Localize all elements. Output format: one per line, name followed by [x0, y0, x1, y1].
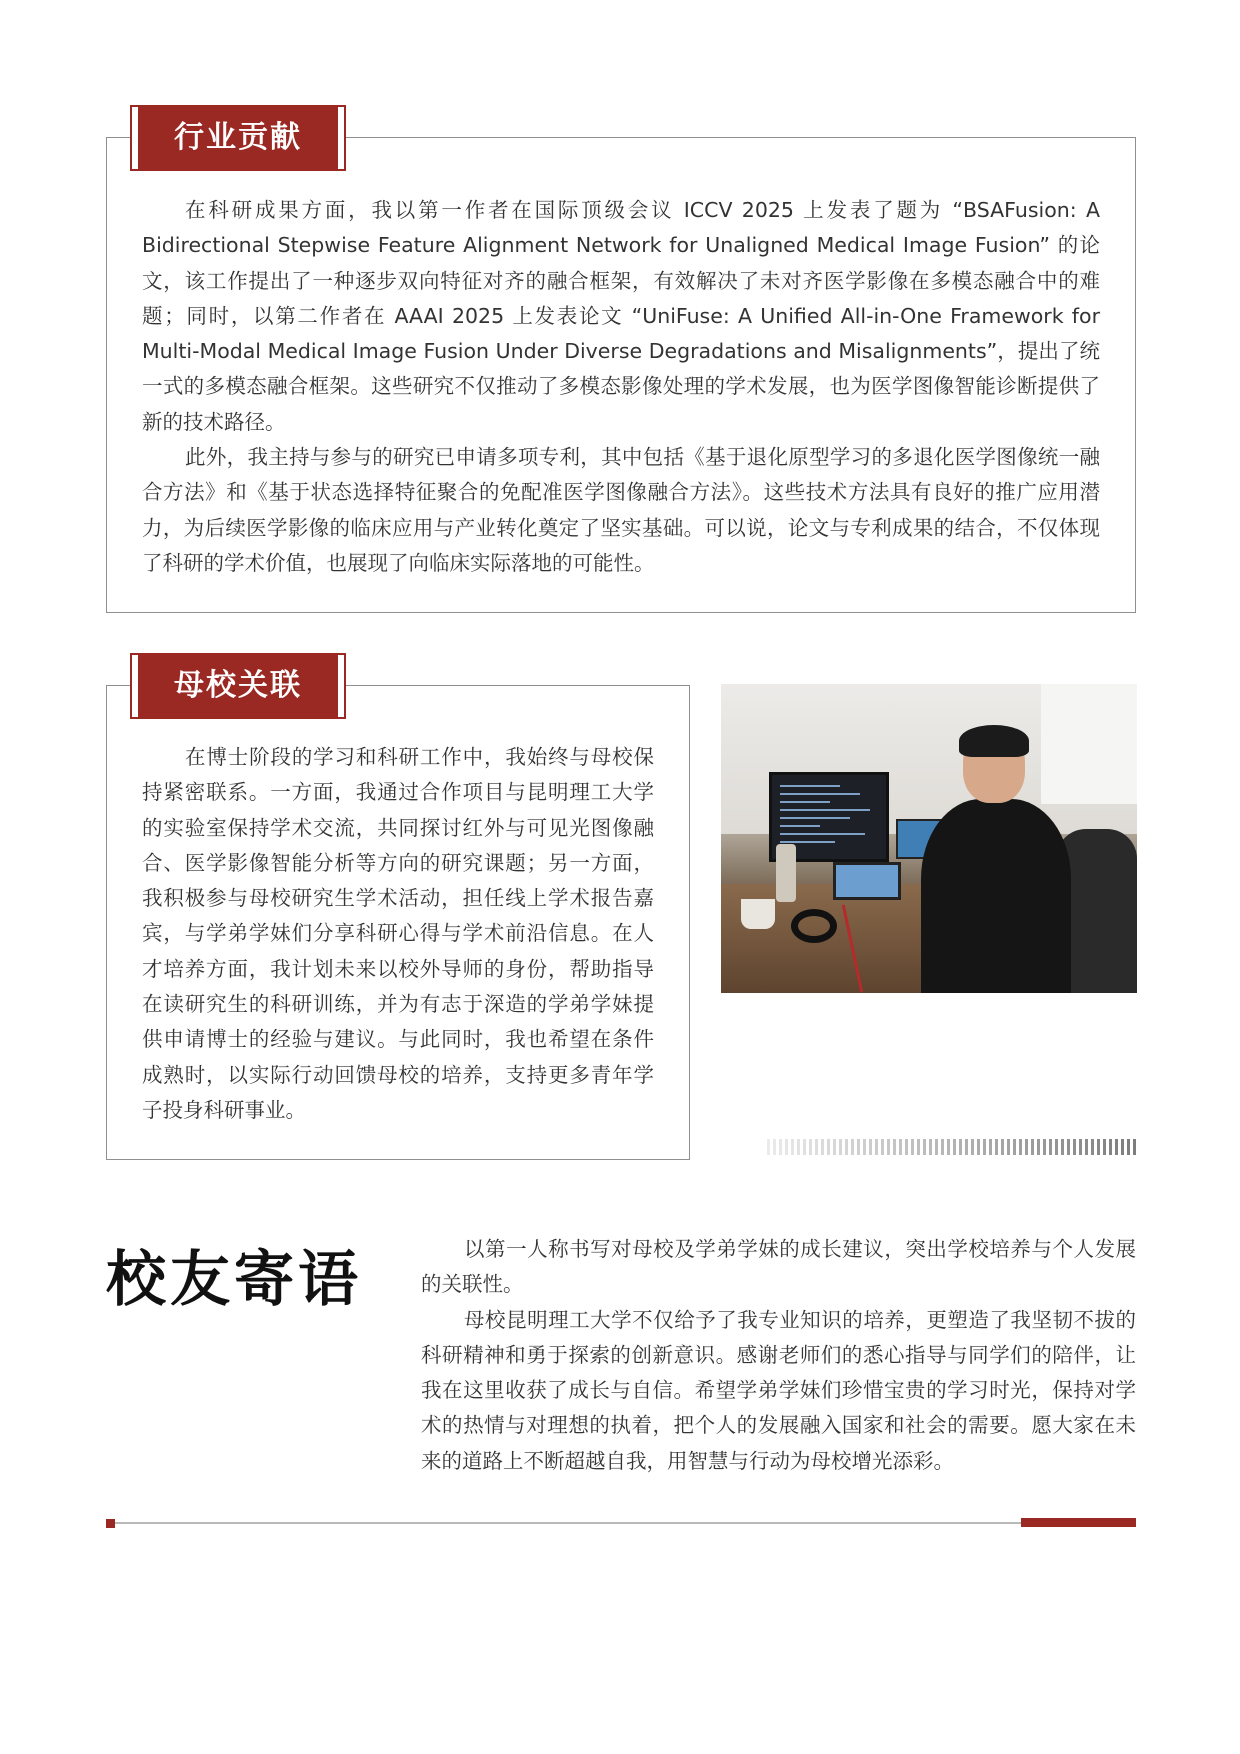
decorative-stripe — [851, 1139, 854, 1155]
decorative-stripe — [845, 1139, 848, 1155]
decorative-stripe — [797, 1139, 800, 1155]
decorative-stripe — [1127, 1139, 1130, 1155]
alumni-message-title: 校友寄语 — [106, 1245, 362, 1315]
decorative-stripe — [953, 1139, 956, 1155]
photo-bottle — [776, 844, 796, 902]
bottom-divider-square — [106, 1519, 115, 1528]
decorative-stripe — [983, 1139, 986, 1155]
decorative-stripe — [839, 1139, 842, 1155]
decorative-stripe — [1025, 1139, 1028, 1155]
decorative-stripe — [911, 1139, 914, 1155]
photo-tablet — [833, 862, 901, 900]
decorative-stripe — [1085, 1139, 1088, 1155]
decorative-stripe — [863, 1139, 866, 1155]
decorative-stripe — [1109, 1139, 1112, 1155]
contribution-section-title: 行业贡献 — [132, 107, 344, 169]
decorative-stripe — [1061, 1139, 1064, 1155]
decorative-stripes — [722, 1139, 1136, 1155]
decorative-stripe — [767, 1139, 770, 1155]
alma-mater-paragraph: 在博士阶段的学习和科研工作中，我始终与母校保持紧密联系。一方面，我通过合作项目与昆明理工大学的实验室保持学术交流，共同探讨红外与可见光图像融合、医学影像智能分析等方向的研究课题；另一方面，我积极参与母校研究生学术活动，担任线上学术报告嘉宾，与学弟学妹们分享科研心得与学术前沿信息。在人才培养方面，我计划未来以校外导师的身份，帮助指导在读研究生的科研训练，并为有志于深造的学弟学妹提供申请博士的经验与建议。与此同时，我也希望在条件成熟时，以实际行动回馈母校的培养，支持更多青年学子投身科研事业。 — [142, 745, 654, 1122]
decorative-stripe — [1121, 1139, 1124, 1155]
contribution-body — [142, 193, 1100, 581]
decorative-stripe — [1037, 1139, 1040, 1155]
decorative-stripe — [857, 1139, 860, 1155]
decorative-stripe — [893, 1139, 896, 1155]
bottom-divider-accent — [1021, 1518, 1136, 1527]
decorative-stripe — [905, 1139, 908, 1155]
decorative-stripe — [785, 1139, 788, 1155]
decorative-stripe — [815, 1139, 818, 1155]
decorative-stripe — [941, 1139, 944, 1155]
decorative-stripe — [887, 1139, 890, 1155]
decorative-stripe — [1067, 1139, 1070, 1155]
alumni-message-paragraph-1: 以第一人称书写对母校及学弟学妹的成长建议，突出学校培养与个人发展的关联性。 — [421, 1237, 1136, 1297]
decorative-stripe — [989, 1139, 992, 1155]
decorative-stripe — [809, 1139, 812, 1155]
alma-mater-section-title: 母校关联 — [132, 655, 344, 717]
decorative-stripe — [917, 1139, 920, 1155]
decorative-stripe — [947, 1139, 950, 1155]
decorative-stripe — [1091, 1139, 1094, 1155]
decorative-stripe — [1103, 1139, 1106, 1155]
decorative-stripe — [1019, 1139, 1022, 1155]
decorative-stripe — [899, 1139, 902, 1155]
decorative-stripe — [869, 1139, 872, 1155]
lab-photo — [721, 684, 1137, 993]
alumni-message-paragraph-2: 母校昆明理工大学不仅给予了我专业知识的培养，更塑造了我坚韧不拔的科研精神和勇于探索的创新意识。感谢老师们的悉心指导与同学们的陪伴，让我在这里收获了成长与自信。希望学弟学妹们珍惜宝贵的学习时光，保持对学术的热情与对理想的执着，把个人的发展融入国家和社会的需要。愿大家在未来的道路上不断超越自我，用智慧与行动为母校增光添彩。 — [421, 1307, 1136, 1473]
decorative-stripe — [1001, 1139, 1004, 1155]
photo-headphones — [791, 909, 837, 943]
decorative-stripe — [1013, 1139, 1016, 1155]
decorative-stripe — [923, 1139, 926, 1155]
decorative-stripe — [995, 1139, 998, 1155]
decorative-stripe — [1043, 1139, 1046, 1155]
photo-cup — [741, 899, 775, 929]
decorative-stripe — [935, 1139, 938, 1155]
decorative-stripe — [833, 1139, 836, 1155]
decorative-stripe — [779, 1139, 782, 1155]
decorative-stripe — [965, 1139, 968, 1155]
photo-person — [921, 729, 1071, 993]
decorative-stripe — [977, 1139, 980, 1155]
alumni-message-body — [421, 1232, 1136, 1479]
alma-mater-body — [142, 740, 654, 1128]
decorative-stripe — [821, 1139, 824, 1155]
decorative-stripe — [875, 1139, 878, 1155]
decorative-stripe — [1073, 1139, 1076, 1155]
decorative-stripe — [959, 1139, 962, 1155]
contribution-paragraph-1: 在科研成果方面，我以第一作者在国际顶级会议 ICCV 2025 上发表了题为 “BSAFusion: A Bidirectional Stepwise Feature Alignment Network for Unaligned Medical Image Fusion” 的论文，该工作提出了一种逐步双向特征对齐的融合框架，有效解决了未对齐医学影像在多模态融合中的难题；同时，以第二作者在 AAAI 2025 上发表论文 “UniFuse: A Unified All-in-One Framework for Multi-Modal Medical Image Fusion Under Diverse Degradations and Misalignments”，提出了统一式的多模态融合框架。这些研究不仅推动了多模态影像处理的学术发展，也为医学图像智能诊断提供了新的技术路径。 — [142, 198, 1100, 434]
bottom-divider — [106, 1522, 1136, 1524]
decorative-stripe — [1007, 1139, 1010, 1155]
decorative-stripe — [881, 1139, 884, 1155]
decorative-stripe — [803, 1139, 806, 1155]
decorative-stripe — [1133, 1139, 1136, 1155]
decorative-stripe — [1031, 1139, 1034, 1155]
decorative-stripe — [929, 1139, 932, 1155]
decorative-stripe — [1079, 1139, 1082, 1155]
contribution-paragraph-2: 此外，我主持与参与的研究已申请多项专利，其中包括《基于退化原型学习的多退化医学图像统一融合方法》和《基于状态选择特征聚合的免配准医学图像融合方法》。这些技术方法具有良好的推广应用潜力，为后续医学影像的临床应用与产业转化奠定了坚实基础。可以说，论文与专利成果的结合，不仅体现了科研的学术价值，也展现了向临床实际落地的可能性。 — [142, 445, 1100, 575]
decorative-stripe — [827, 1139, 830, 1155]
decorative-stripe — [1097, 1139, 1100, 1155]
decorative-stripe — [791, 1139, 794, 1155]
decorative-stripe — [1049, 1139, 1052, 1155]
decorative-stripe — [1115, 1139, 1118, 1155]
decorative-stripe — [1055, 1139, 1058, 1155]
decorative-stripe — [971, 1139, 974, 1155]
decorative-stripe — [773, 1139, 776, 1155]
